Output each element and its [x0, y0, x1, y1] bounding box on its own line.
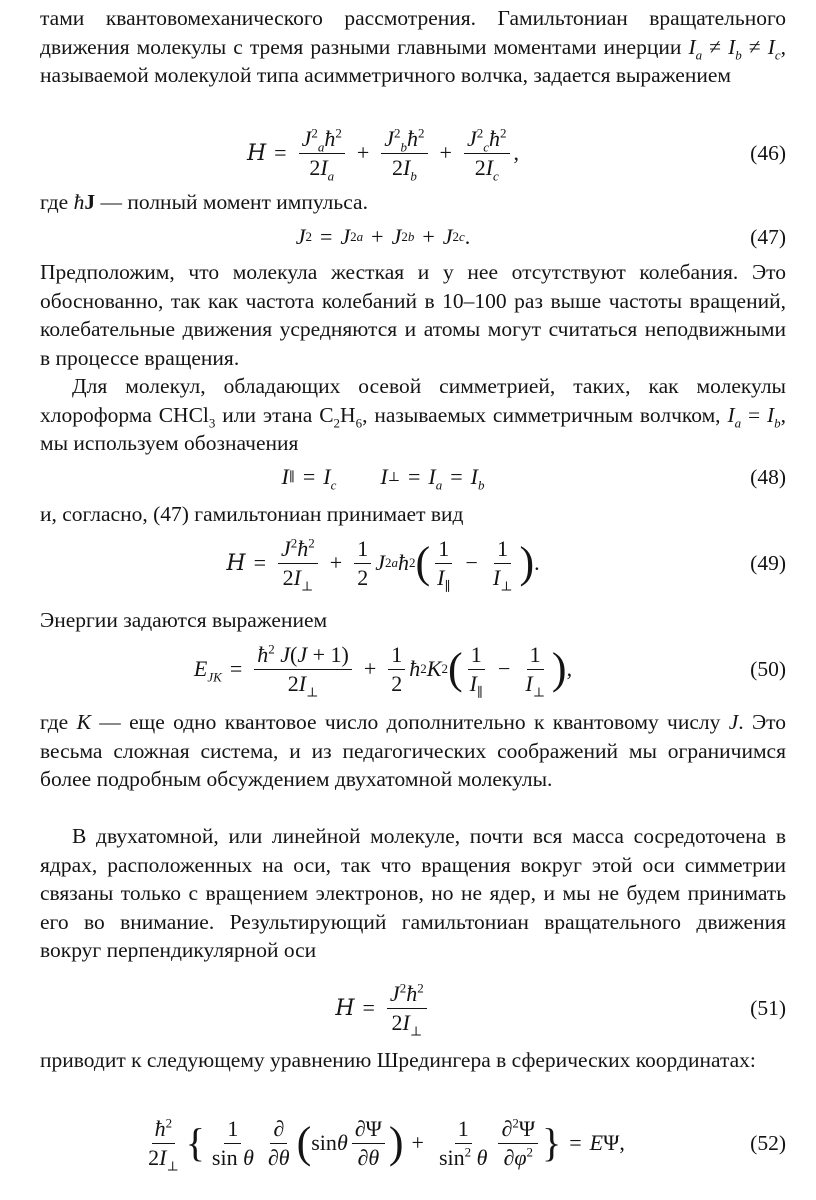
equation-48: I ∥ = $I_c$ I ⊥ = $I_a$ = $I_b$ (48) — [281, 464, 786, 493]
paragraph-8: В двухатомной, или линейной молекуле, почти вся масса сосредоточена в ядрах, расположенных на оси, так что вращения вокруг этой оси симметрии связаны только с вращением электронов, но не ядер, и мы не будем принимать его во внимание. Результирующий гамильтониан вращательного движения вокруг перпендикулярной оси — [40, 824, 786, 962]
equation-49: H = $\frac{J^2ħ^2}{2I_\perp}$ + $\frac{1}{2}$ J 2 a ħ 2 ( $\frac{1}{I_\parallel}$ − $\frac{1}{I_\perp}$ ) . (49) — [226, 535, 786, 593]
paragraph-9: приводит к следующему уравнению Шредингера в сферических координатах: — [40, 1048, 756, 1072]
equation-52: $\frac{ħ^2}{2I_\perp}$ { $\frac{1}{\text{sin θ}}$ $\frac{\partial}{\partial\theta}$ ( sin θ $\frac{\partial\Psi}{\partial\theta}$ ) + $\frac{1}{\sin^2 \theta}$ $\frac{\partial^2\Psi}{\partial\varphi^2}$ } = E Ψ, (52) — [148, 1115, 786, 1173]
paragraph-4: Для молекул, обладающих осевой симметрией, таких, как молекулы хлороформа CHCl$_3$ или этана $C_2H_6$, называемых симметричным волчком, $I_a = I_b$, мы используем обозначения — [40, 374, 787, 455]
paragraph-5: и, согласно, (47) гамильтониан принимает вид — [40, 502, 464, 526]
equation-number: (52) — [750, 1130, 786, 1155]
equation-47: J 2 = J 2 a + J 2 b + J 2 c . (47) — [295, 224, 786, 249]
equation-number: (47) — [750, 224, 786, 249]
equation-number: (50) — [750, 656, 786, 681]
equation-46: H = $\frac{J^2_aħ^2}{2I_a}$ + $\frac{J^2_bħ^2}{2I_b}$ + $\frac{J^2_cħ^2}{2I_c}$ , (46) — [246, 125, 786, 183]
paragraph-6: Энергии задаются выражением — [40, 608, 328, 632]
equation-51: H = $\frac{J^2ħ^2}{2I_\perp}$ (51) — [335, 980, 786, 1038]
equation-number: (49) — [750, 550, 786, 575]
equation-number: (51) — [750, 995, 786, 1020]
paragraph-3: Предположим, что молекула жесткая и у нее отсутствуют колебания. Это обоснованно, так как частота колебаний в 10–100 раз выше частоты вращений, колебательные движения усредняются и атомы могут считаться неподвижными в процессе вращения. — [40, 260, 786, 370]
paragraph-2: где ħJ — полный момент импульса. — [40, 190, 368, 214]
equation-number: (46) — [750, 140, 786, 165]
paragraph-1: тами квантовомеханического рассмотрения. Гамильтониан вращательного движения молекулы с тремя разными главными моментами инерции $I_a \ne I_b \ne I_c$, называемой молекулой типа асимметричного волчка, задается выражением — [40, 6, 787, 87]
equation-50: $E_{JK}$ = $\frac{ħ^2 J(J + 1)}{2I_\perp}$ + $\frac{1}{2}$ ħ 2 K 2 ( $\frac{1}{I_\parallel}$ − $\frac{1}{I_\perp}$ ) , (50) — [193, 641, 786, 699]
equation-number: (48) — [750, 464, 786, 489]
paragraph-7: где K — еще одно квантовое число дополнительно к квантовому числу J. Это весьма сложная система, и из педагогических соображений мы ограничимся более подробным обсуждением двухатомной молекулы. — [40, 710, 787, 791]
